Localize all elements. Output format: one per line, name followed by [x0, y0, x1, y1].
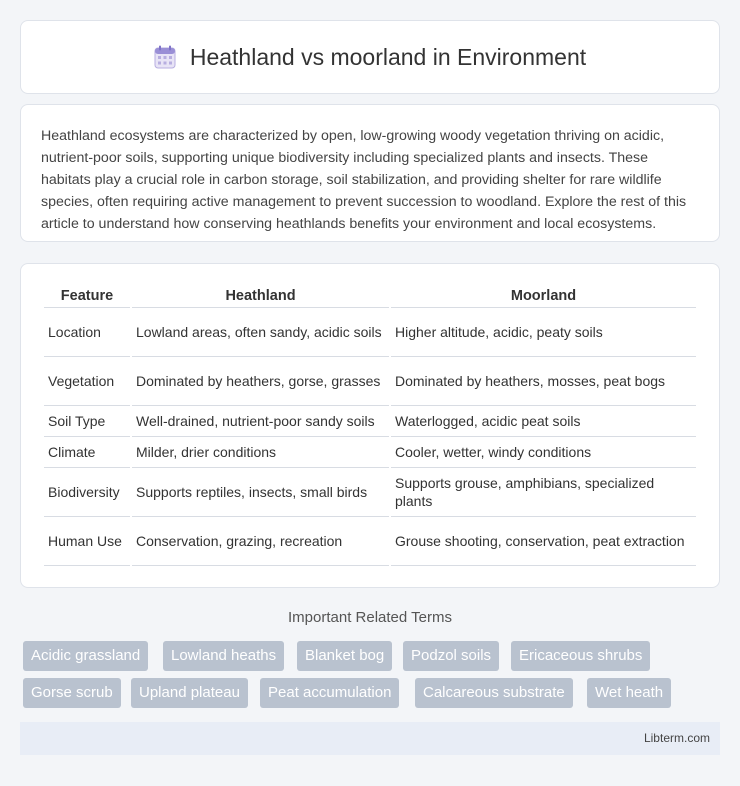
comparison-card	[20, 263, 720, 588]
header-heathland: Heathland	[132, 284, 389, 308]
intro-card	[20, 104, 720, 242]
title-card	[20, 20, 720, 94]
tag-peat-accumulation[interactable]: Peat accumulation	[260, 678, 399, 708]
heathland-cell: Supports reptiles, insects, small birds	[132, 468, 389, 517]
moorland-cell: Grouse shooting, conservation, peat extraction	[391, 517, 696, 566]
moorland-cell: Cooler, wetter, windy conditions	[391, 437, 696, 468]
table-row	[44, 308, 696, 357]
heathland-cell: Dominated by heathers, gorse, grasses	[132, 357, 389, 406]
feature-cell: Human Use	[44, 517, 130, 566]
tag-podzol-soils[interactable]: Podzol soils	[403, 641, 499, 671]
footer-brand-link[interactable]: Libterm.com	[643, 731, 710, 745]
feature-cell: Biodiversity	[44, 468, 130, 517]
related-terms-title: Important Related Terms	[288, 609, 452, 626]
header-feature: Feature	[44, 284, 130, 308]
feature-cell: Location	[44, 308, 130, 357]
comparison-table	[42, 284, 698, 566]
tag-ericaceous-shrubs[interactable]: Ericaceous shrubs	[511, 641, 650, 671]
tag-gorse-scrub[interactable]: Gorse scrub	[23, 678, 121, 708]
tag-blanket-bog[interactable]: Blanket bog	[297, 641, 392, 671]
intro-paragraph: Heathland ecosystems are characterized by open, low-growing woody vegetation thriving on acidic, nutrient-poor soils, supporting unique biodiversity including specialized plants and insects. These habitats play a crucial role in carbon storage, soil stabilization, and providing shelter for rare wildlife species, often requiring active management to prevent succession to woodland. Explore the rest of this article to understand how conserving heathlands benefits your environment and local ecosystems.	[41, 128, 687, 232]
tag-acidic-grassland[interactable]: Acidic grassland	[23, 641, 148, 671]
tag-calcareous-substrate[interactable]: Calcareous substrate	[415, 678, 573, 708]
table-row	[44, 406, 696, 437]
moorland-cell: Higher altitude, acidic, peaty soils	[391, 308, 696, 357]
calendar-icon	[154, 45, 176, 69]
table-header-row	[44, 284, 696, 308]
heathland-cell: Conservation, grazing, recreation	[132, 517, 389, 566]
table-row	[44, 517, 696, 566]
feature-cell: Soil Type	[44, 406, 130, 437]
table-row	[44, 437, 696, 468]
tag-lowland-heaths[interactable]: Lowland heaths	[163, 641, 284, 671]
heathland-cell: Milder, drier conditions	[132, 437, 389, 468]
page-title: Heathland vs moorland in Environment	[189, 43, 587, 70]
table-row	[44, 357, 696, 406]
footer	[20, 722, 720, 755]
table-row	[44, 468, 696, 517]
moorland-cell: Supports grouse, amphibians, specialized plants	[391, 468, 696, 517]
tag-upland-plateau[interactable]: Upland plateau	[131, 678, 248, 708]
moorland-cell: Dominated by heathers, mosses, peat bogs	[391, 357, 696, 406]
heathland-cell: Well-drained, nutrient-poor sandy soils	[132, 406, 389, 437]
header-moorland: Moorland	[391, 284, 696, 308]
feature-cell: Vegetation	[44, 357, 130, 406]
heathland-cell: Lowland areas, often sandy, acidic soils	[132, 308, 389, 357]
feature-cell: Climate	[44, 437, 130, 468]
tag-wet-heath[interactable]: Wet heath	[587, 678, 671, 708]
moorland-cell: Waterlogged, acidic peat soils	[391, 406, 696, 437]
